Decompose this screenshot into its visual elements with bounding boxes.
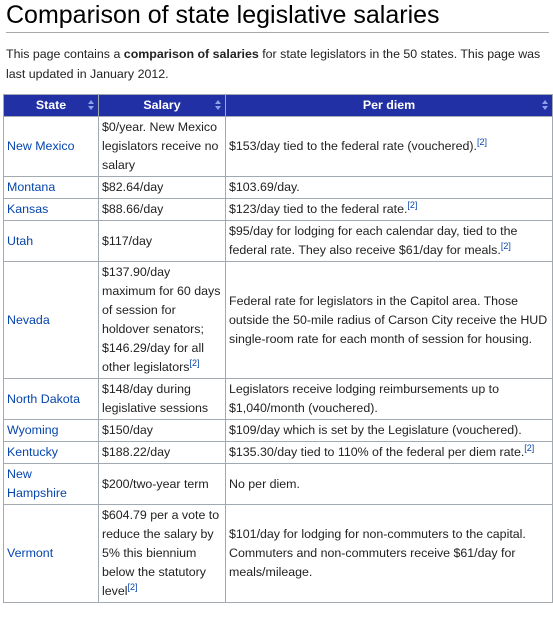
table-header-row [4, 95, 553, 117]
state-cell [4, 177, 99, 199]
salary-cell [99, 221, 226, 262]
per-diem-cell [226, 177, 553, 199]
citation-link[interactable]: [2] [476, 136, 487, 147]
state-link[interactable]: Montana [7, 180, 56, 194]
table-row [4, 221, 553, 262]
table-row [4, 442, 553, 464]
title-divider [6, 32, 549, 33]
per-diem-text: Federal rate for legislators in the Capitol area. Those outside the 50-mile radius of Carson City receive the HUD single-room rate for each month of session for housing. [229, 293, 548, 346]
state-cell [4, 505, 99, 603]
salary-cell [99, 177, 226, 199]
per-diem-cell [226, 199, 553, 221]
intro-paragraph [6, 44, 547, 84]
table-row [4, 464, 553, 505]
per-diem-text: $109/day which is set by the Legislature (vouchered). [229, 423, 522, 437]
citation-link[interactable]: [2] [407, 199, 418, 210]
per-diem-text: No per diem. [229, 476, 300, 491]
salary-cell [99, 199, 226, 221]
citation-link[interactable]: [2] [189, 357, 200, 368]
salary-text: $200/two-year term [102, 476, 209, 491]
per-diem-cell [226, 464, 553, 505]
table-row [4, 379, 553, 420]
salary-text: $148/day during legislative sessions [102, 382, 209, 415]
sort-icon[interactable] [88, 100, 94, 110]
column-header-per-diem-label: Per diem [362, 98, 416, 112]
table-row [4, 420, 553, 442]
salary-text: $117/day [102, 233, 153, 248]
sort-icon[interactable] [215, 100, 221, 110]
state-link[interactable]: Kentucky [7, 445, 58, 459]
column-header-per-diem[interactable] [226, 95, 553, 117]
per-diem-text: $103.69/day. [229, 180, 300, 194]
citation-link[interactable]: [2] [127, 581, 138, 592]
column-header-state-label: State [35, 98, 67, 112]
per-diem-text: $101/day for lodging for non-commuters to the capital. Commuters and non-commuters receive $61/day for meals/mileage. [229, 527, 526, 579]
state-cell [4, 262, 99, 379]
salary-text: $88.66/day [102, 202, 164, 216]
state-link[interactable]: Wyoming [7, 423, 59, 437]
intro-text-bold: comparison of salaries [123, 47, 259, 61]
per-diem-cell [226, 442, 553, 464]
salary-text: $188.22/day [102, 445, 171, 459]
column-header-state[interactable] [4, 95, 99, 117]
per-diem-cell [226, 379, 553, 420]
salaries-table [3, 94, 553, 603]
state-cell [4, 464, 99, 505]
salary-cell [99, 117, 226, 177]
page-title: Comparison of state legislative salaries [6, 1, 440, 29]
per-diem-cell [226, 505, 553, 603]
state-link[interactable]: Nevada [7, 312, 50, 327]
salary-text: $137.90/day maximum for 60 days of session for holdover senators; $146.29/day for all other legislators [102, 265, 221, 374]
salary-text: $604.79 per a vote to reduce the salary by 5% this biennium below the statutory level [102, 508, 220, 598]
state-cell [4, 420, 99, 442]
state-cell [4, 221, 99, 262]
per-diem-text: $153/day tied to the federal rate (vouchered). [229, 139, 477, 153]
column-header-salary[interactable] [99, 95, 226, 117]
intro-text-after: for state legislators in the 50 states. This page was last updated in January 2012. [6, 47, 541, 81]
intro-text-before: This page contains a [6, 47, 124, 61]
state-cell [4, 442, 99, 464]
per-diem-text: $135.30/day tied to 110% of the federal per diem rate. [229, 445, 525, 459]
column-header-salary-label: Salary [143, 98, 181, 112]
state-cell [4, 379, 99, 420]
salary-text: $150/day [102, 423, 153, 437]
per-diem-text: $95/day for lodging for each calendar day, tied to the federal rate. They also receive $61/day for meals. [229, 224, 518, 257]
salary-cell [99, 505, 226, 603]
table-row [4, 262, 553, 379]
state-cell [4, 199, 99, 221]
per-diem-cell [226, 262, 553, 379]
per-diem-cell [226, 117, 553, 177]
citation-link[interactable]: [2] [524, 442, 535, 453]
per-diem-cell [226, 221, 553, 262]
salary-cell [99, 262, 226, 379]
state-link[interactable]: North Dakota [7, 391, 81, 406]
salary-cell [99, 379, 226, 420]
state-cell [4, 117, 99, 177]
salary-text: $0/year. New Mexico legislators receive no salary [102, 120, 219, 172]
table-row [4, 177, 553, 199]
state-link[interactable]: New Hampshire [7, 467, 67, 500]
citation-link[interactable]: [2] [500, 240, 511, 251]
state-link[interactable]: Vermont [7, 546, 54, 560]
state-link[interactable]: Kansas [7, 202, 49, 216]
salary-text: $82.64/day [102, 180, 164, 194]
per-diem-text: $123/day tied to the federal rate. [229, 202, 408, 216]
sort-icon[interactable] [542, 100, 548, 110]
table-row [4, 117, 553, 177]
state-link[interactable]: Utah [7, 233, 34, 248]
table-row [4, 505, 553, 603]
per-diem-cell [226, 420, 553, 442]
salary-cell [99, 464, 226, 505]
salary-cell [99, 420, 226, 442]
state-link[interactable]: New Mexico [7, 139, 75, 153]
per-diem-text: Legislators receive lodging reimbursements up to $1,040/month (vouchered). [229, 382, 499, 415]
table-row [4, 199, 553, 221]
salary-cell [99, 442, 226, 464]
